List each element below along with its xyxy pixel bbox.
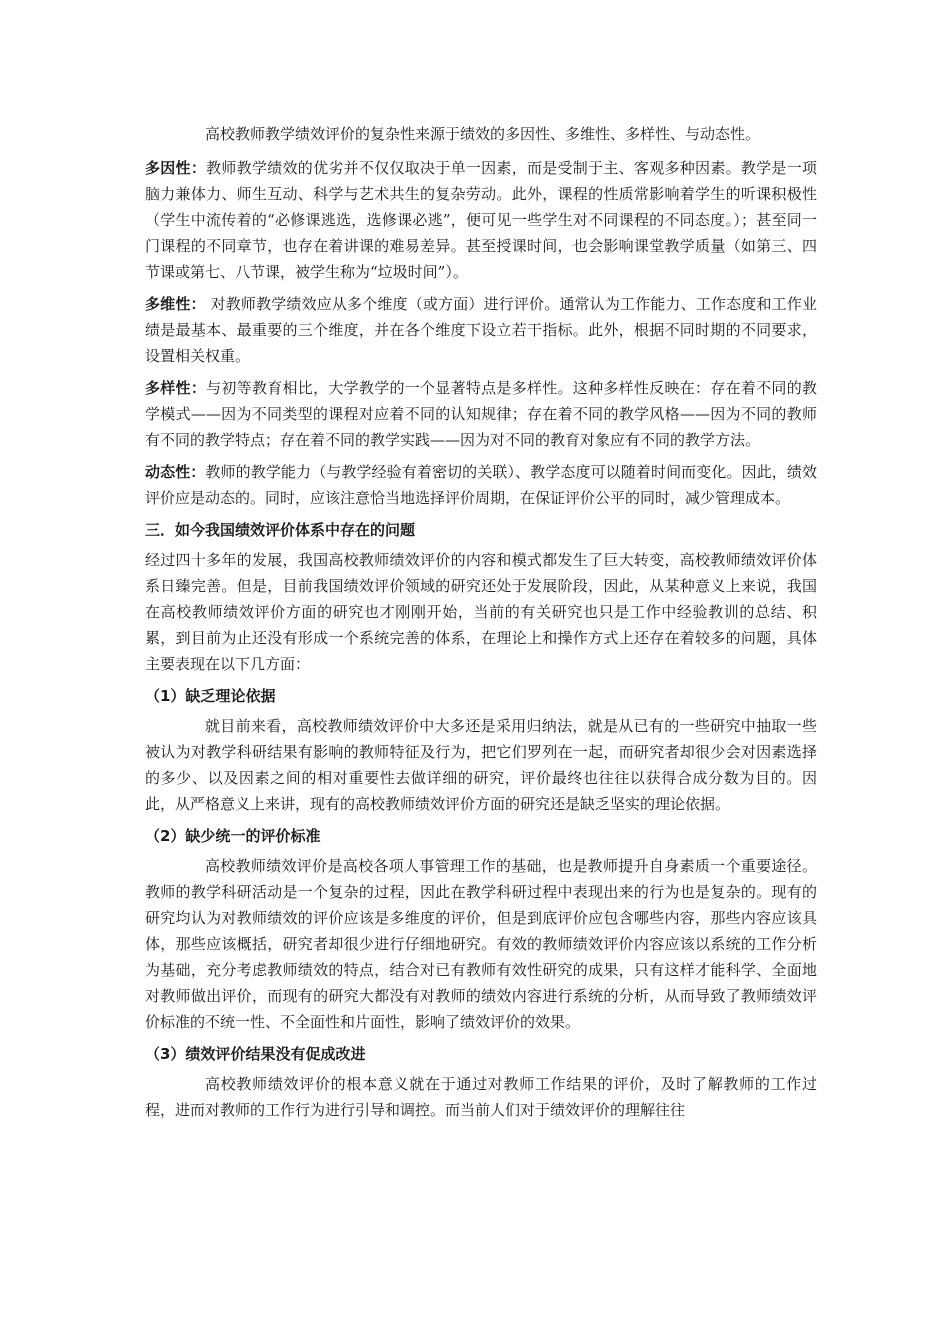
characteristic-dynamic	[145, 459, 817, 511]
term-text: 与初等教育相比，大学教学的一个显著特点是多样性。这种多样性反映在：存在着不同的教学模式——因为不同类型的课程对应着不同的认知规律；存在着不同的教学风格——因为不同的教师有不同的教学特点；存在着不同的教学实践——因为对不同的教育对象应有不同的教学方法。	[145, 379, 817, 449]
intro-paragraph: 高校教师教学绩效评价的复杂性来源于绩效的多因性、多维性、多样性、与动态性。	[205, 125, 761, 143]
term-text: 教师的教学能力（与教学经验有着密切的关联）、教学态度可以随着时间而变化。因此，绩效评价应是动态的。同时，应该注意恰当地选择评价周期，在保证评价公平的同时，减少管理成本。	[145, 463, 817, 507]
subsection-2-heading: （2）缺少统一的评价标准	[145, 827, 321, 845]
subsection-3-heading: （3）绩效评价结果没有促成改进	[145, 1045, 366, 1063]
subsection-1-paragraph: 就目前来看，高校教师绩效评价中大多还是采用归纳法，就是从已有的一些研究中抽取一些被认为对教学科研结果有影响的教师特征及行为，把它们罗列在一起，而研究者却很少会对因素选择的多少、以及因素之间的相对重要性去做详细的研究，评价最终也往往以获得合成分数为目的。因此，从严格意义上来讲，现有的高校教师绩效评价方面的研究还是缺乏坚实的理论依据。	[145, 717, 817, 813]
term-text: 教师教学绩效的优劣并不仅仅取决于单一因素，而是受制于主、客观多种因素。教学是一项脑力兼体力、师生互动、科学与艺术共生的复杂劳动。此外，课程的性质常影响着学生的听课积极性（学生中流传着的“必修课逃选，选修课必逃”，便可见一些学生对不同课程的不同态度。）；甚至同一门课程的不同章节，也存在着讲课的难易差异。甚至授课时间，也会影响课堂教学质量（如第三、四节课或第七、八节课，被学生称为“垃圾时间”）。	[145, 159, 817, 281]
section-3-heading: 三．如今我国绩效评价体系中存在的问题	[145, 521, 416, 539]
characteristic-multi-dimension	[145, 291, 817, 369]
characteristic-diversity	[145, 375, 817, 453]
characteristic-multi-cause	[145, 155, 817, 285]
subsection-3-paragraph: 高校教师绩效评价的根本意义就在于通过对教师工作结果的评价，及时了解教师的工作过程，进而对教师的工作行为进行引导和调控。而当前人们对于绩效评价的理解往往	[145, 1075, 817, 1119]
term-label: 动态性：	[145, 463, 206, 481]
subsection-2-paragraph: 高校教师绩效评价是高校各项人事管理工作的基础，也是教师提升自身素质一个重要途径。教师的教学科研活动是一个复杂的过程，因此在教学科研过程中表现出来的行为也是复杂的。现有的研究均认为对教师绩效的评价应该是多维度的评价，但是到底评价应包含哪些内容，那些内容应该具体，那些应该概括，研究者却很少进行仔细地研究。有效的教师绩效评价内容应该以系统的工作分析为基础，充分考虑教师绩效的特点，结合对已有教师有效性研究的成果，只有这样才能科学、全面地对教师做出评价，而现有的研究大都没有对教师的绩效内容进行系统的分析，从而导致了教师绩效评价标准的不统一性、不全面性和片面性，影响了绩效评价的效果。	[145, 857, 817, 1031]
document-body	[145, 121, 817, 1129]
subsection-1-heading: （1）缺乏理论依据	[145, 687, 276, 705]
term-label: 多因性：	[145, 159, 207, 177]
section-3-paragraph: 经过四十多年的发展，我国高校教师绩效评价的内容和模式都发生了巨大转变，高校教师绩效评价体系日臻完善。但是，目前我国绩效评价领域的研究还处于发展阶段，因此，从某种意义上来说，我国在高校教师绩效评价方面的研究也才刚刚开始，当前的有关研究也只是工作中经验教训的总结、积累，到目前为止还没有形成一个系统完善的体系，在理论上和操作方式上还存在着较多的问题，具体主要表现在以下几方面：	[145, 551, 817, 673]
term-text: 对教师教学绩效应从多个维度（或方面）进行评价。通常认为工作能力、工作态度和工作业绩是最基本、最重要的三个维度，并在各个维度下设立若干指标。此外，根据不同时期的不同要求，设置相关权重。	[145, 295, 817, 365]
term-label: 多维性：	[145, 295, 206, 313]
term-label: 多样性：	[145, 379, 207, 397]
